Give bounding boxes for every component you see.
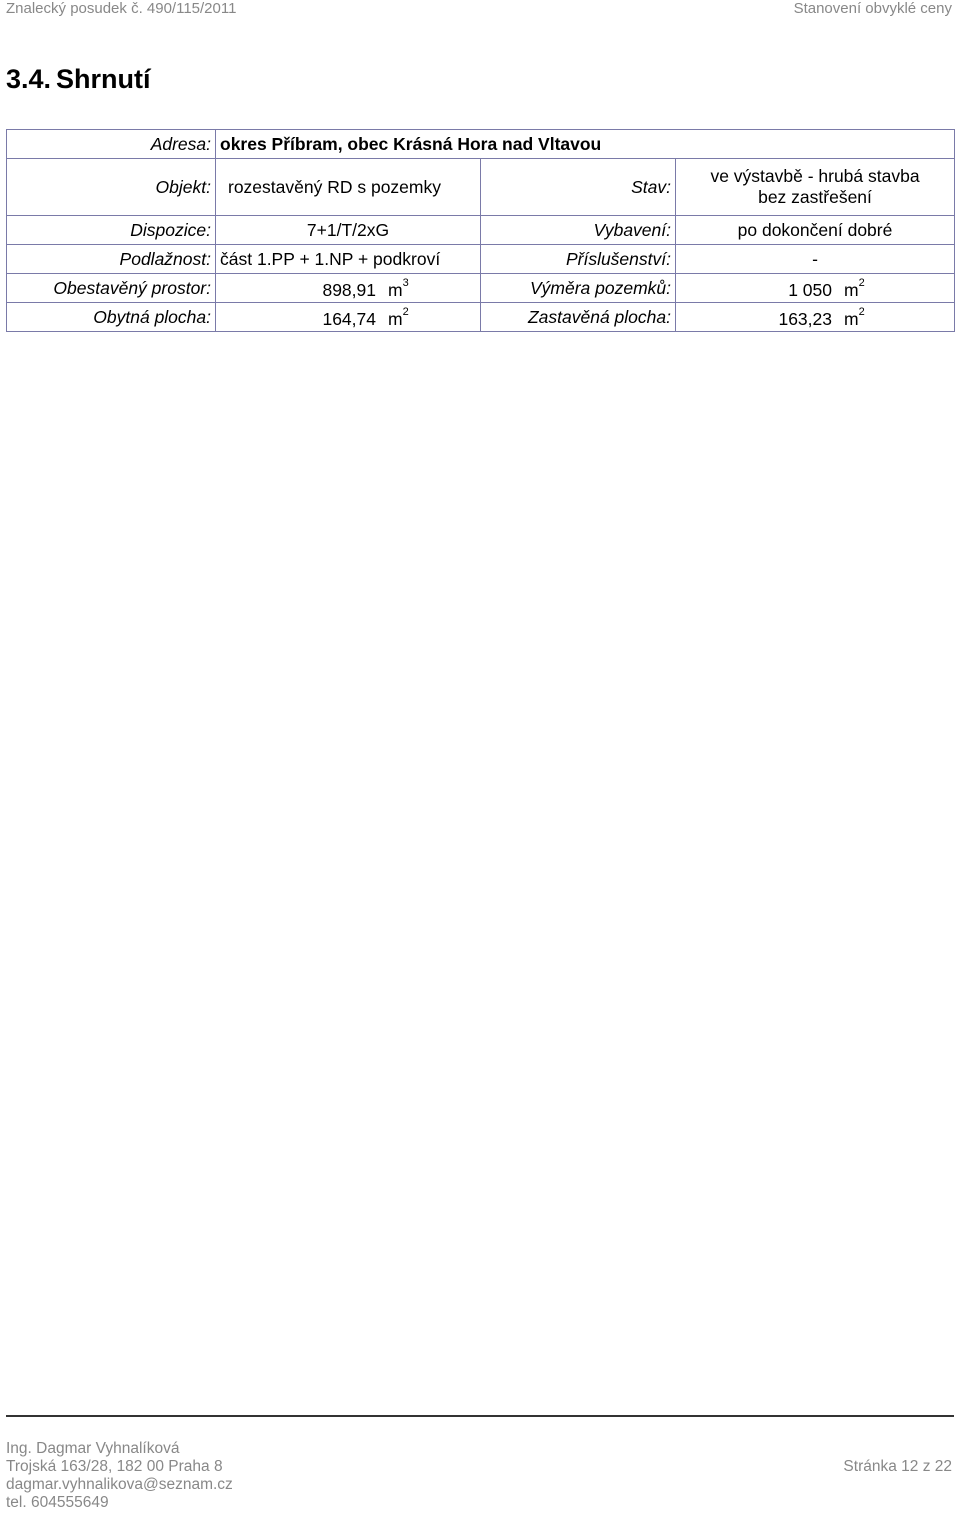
footer-contact (6, 1440, 233, 1512)
prislusenstvi-value: - (676, 245, 955, 274)
obytna-unit-wrap (388, 305, 409, 329)
stav-label: Stav: (481, 159, 676, 216)
obytna-exp: 2 (402, 306, 409, 319)
obytna-unit: m (388, 308, 403, 329)
row-adresa (7, 130, 955, 159)
obestaveny-cell (216, 274, 481, 303)
obytna-value: 164,74 (322, 308, 376, 329)
footer-page-number: Stránka 12 z 22 (843, 1458, 952, 1475)
adresa-label: Adresa: (7, 130, 216, 159)
stav-line2: bez zastřešení (758, 187, 872, 207)
zastavena-exp: 2 (858, 306, 865, 319)
dispozice-value: 7+1/T/2xG (216, 216, 481, 245)
footer-phone: tel. 604555649 (6, 1494, 109, 1511)
obestaveny-value: 898,91 (322, 279, 376, 300)
footer-divider (6, 1415, 954, 1417)
header-document-id: Znalecký posudek č. 490/115/2011 (6, 0, 237, 17)
row-podlaznost (7, 245, 955, 274)
vymera-exp: 2 (858, 277, 865, 290)
obytna-cell (216, 303, 481, 332)
vymera-unit: m (844, 279, 859, 300)
podlaznost-value: část 1.PP + 1.NP + podkroví (216, 245, 481, 274)
zastavena-value: 163,23 (778, 308, 832, 329)
objekt-value: rozestavěný RD s pozemky (216, 159, 481, 216)
vybaveni-value: po dokončení dobré (676, 216, 955, 245)
row-obytna (7, 303, 955, 332)
podlaznost-label: Podlažnost: (7, 245, 216, 274)
header-section-name: Stanovení obvyklé ceny (793, 0, 952, 17)
footer-address: Trojská 163/28, 182 00 Praha 8 (6, 1458, 223, 1475)
zastavena-unit-wrap (844, 305, 865, 329)
zastavena-label: Zastavěná plocha: (481, 303, 676, 332)
footer-name: Ing. Dagmar Vyhnalíková (6, 1440, 180, 1457)
vymera-label: Výměra pozemků: (481, 274, 676, 303)
objekt-label: Objekt: (7, 159, 216, 216)
section-title (6, 64, 151, 95)
obestaveny-unit: m (388, 279, 403, 300)
prislusenstvi-label: Příslušenství: (481, 245, 676, 274)
dispozice-label: Dispozice: (7, 216, 216, 245)
obytna-label: Obytná plocha: (7, 303, 216, 332)
stav-value (676, 159, 955, 216)
zastavena-unit: m (844, 308, 859, 329)
obestaveny-label: Obestavěný prostor: (7, 274, 216, 303)
vybaveni-label: Vybavení: (481, 216, 676, 245)
row-obestaveny (7, 274, 955, 303)
section-number: 3.4. (6, 64, 52, 94)
section-title-text: Shrnutí (56, 64, 151, 94)
stav-line1: ve výstavbě - hrubá stavba (710, 166, 920, 186)
obestaveny-exp: 3 (402, 277, 409, 290)
vymera-value: 1 050 (788, 279, 832, 300)
vymera-cell (676, 274, 955, 303)
obestaveny-unit-wrap (388, 276, 409, 300)
row-objekt (7, 159, 955, 216)
row-dispozice (7, 216, 955, 245)
zastavena-cell (676, 303, 955, 332)
footer-email: dagmar.vyhnalikova@seznam.cz (6, 1476, 233, 1493)
summary-table (6, 129, 955, 332)
adresa-value: okres Příbram, obec Krásná Hora nad Vltavou (216, 130, 955, 159)
vymera-unit-wrap (844, 276, 865, 300)
